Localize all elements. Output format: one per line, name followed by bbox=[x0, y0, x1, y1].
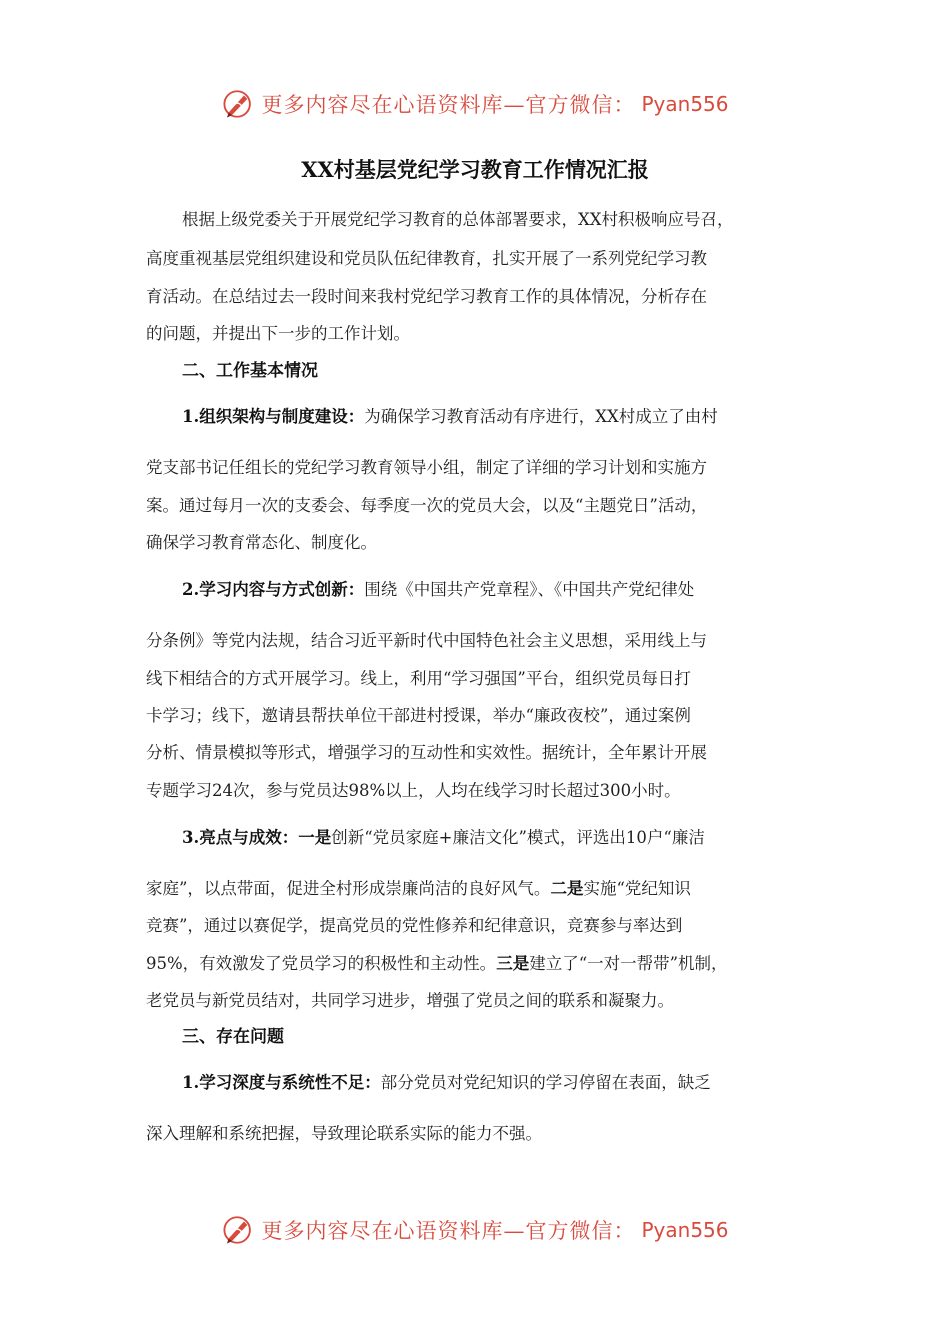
paragraph-line bbox=[146, 952, 728, 976]
document-title: XX村基层党纪学习教育工作情况汇报 bbox=[301, 157, 649, 182]
item-label: 1.学习深度与系统性不足： bbox=[182, 1073, 381, 1092]
watermark-text: 更多内容尽在心语资料库—官方微信： bbox=[261, 1219, 636, 1243]
item-text: 为确保学习教育活动有序进行，XX村成立了由村 bbox=[364, 407, 718, 426]
item-text: 部分党员对党纪知识的学习停留在表面，缺乏 bbox=[380, 1073, 711, 1092]
paragraph-line: 确保学习教育常态化、制度化。 bbox=[146, 533, 377, 552]
section-heading: 三、存在问题 bbox=[182, 1027, 284, 1047]
emphasis-third: 三是 bbox=[496, 954, 530, 973]
emphasis-second: 二是 bbox=[550, 879, 584, 898]
paragraph-line: 专题学习24次，参与党员达98%以上，人均在线学习时长超过300小时。 bbox=[146, 781, 681, 800]
item-text: 家庭”，以点带面，促进全村形成崇廉尚洁的良好风气。 bbox=[146, 879, 551, 898]
intro-line: 育活动。在总结过去一段时间来我村党纪学习教育工作的具体情况，分析存在 bbox=[146, 287, 707, 306]
item-text: 建立了“一对一帮带”机制， bbox=[529, 954, 728, 973]
paragraph-line: 老党员与新党员结对，共同学习进步，增强了党员之间的联系和凝聚力。 bbox=[146, 991, 674, 1010]
paragraph-line: 竞赛”，通过以赛促学，提高党员的党性修养和纪律意识，竞赛参与率达到 bbox=[146, 916, 683, 935]
item-text: 实施“党纪知识 bbox=[583, 879, 691, 898]
item-label: 3.亮点与成效： bbox=[182, 828, 299, 847]
paragraph-line bbox=[182, 826, 705, 850]
paragraph-line bbox=[182, 405, 718, 429]
item-label: 1.组织架构与制度建设： bbox=[182, 407, 365, 426]
header-watermark bbox=[0, 84, 950, 124]
item-label: 2.学习内容与方式创新： bbox=[182, 580, 365, 599]
pen-logo-icon bbox=[221, 1213, 255, 1247]
intro-line: 的问题，并提出下一步的工作计划。 bbox=[146, 324, 410, 343]
paragraph-line: 党支部书记任组长的党纪学习教育领导小组，制定了详细的学习计划和实施方 bbox=[146, 458, 707, 477]
paragraph-line: 卡学习；线下，邀请县帮扶单位干部进村授课，举办“廉政夜校”，通过案例 bbox=[146, 706, 691, 725]
section-heading: 二、工作基本情况 bbox=[182, 361, 318, 381]
paragraph-line: 案。通过每月一次的支委会、每季度一次的党员大会，以及“主题党日”活动， bbox=[146, 496, 708, 515]
pen-logo-icon bbox=[221, 87, 255, 121]
paragraph-line: 分析、情景模拟等形式，增强学习的互动性和实效性。据统计，全年累计开展 bbox=[146, 743, 707, 762]
item-text: 创新“党员家庭+廉洁文化”模式，评选出10户“廉洁 bbox=[331, 828, 705, 847]
footer-watermark bbox=[0, 1210, 950, 1250]
watermark-wechat-id: Pyan556 bbox=[641, 92, 729, 116]
intro-line: 根据上级党委关于开展党纪学习教育的总体部署要求，XX村积极响应号召， bbox=[182, 210, 734, 229]
paragraph-line: 深入理解和系统把握，导致理论联系实际的能力不强。 bbox=[146, 1124, 542, 1143]
paragraph-line bbox=[182, 1071, 711, 1095]
watermark-wechat-id: Pyan556 bbox=[641, 1218, 729, 1242]
emphasis-first: 一是 bbox=[298, 828, 332, 847]
item-text: 围绕《中国共产党章程》、《中国共产党纪律处 bbox=[364, 580, 695, 599]
item-text: 95%，有效激发了党员学习的积极性和主动性。 bbox=[146, 954, 497, 973]
paragraph-line bbox=[146, 877, 691, 901]
watermark-text: 更多内容尽在心语资料库—官方微信： bbox=[261, 93, 636, 117]
paragraph-line: 线下相结合的方式开展学习。线上，利用“学习强国”平台，组织党员每日打 bbox=[146, 669, 691, 688]
paragraph-line: 分条例》等党内法规，结合习近平新时代中国特色社会主义思想，采用线上与 bbox=[146, 631, 707, 650]
intro-line: 高度重视基层党组织建设和党员队伍纪律教育，扎实开展了一系列党纪学习教 bbox=[146, 249, 707, 268]
paragraph-line bbox=[182, 578, 694, 602]
